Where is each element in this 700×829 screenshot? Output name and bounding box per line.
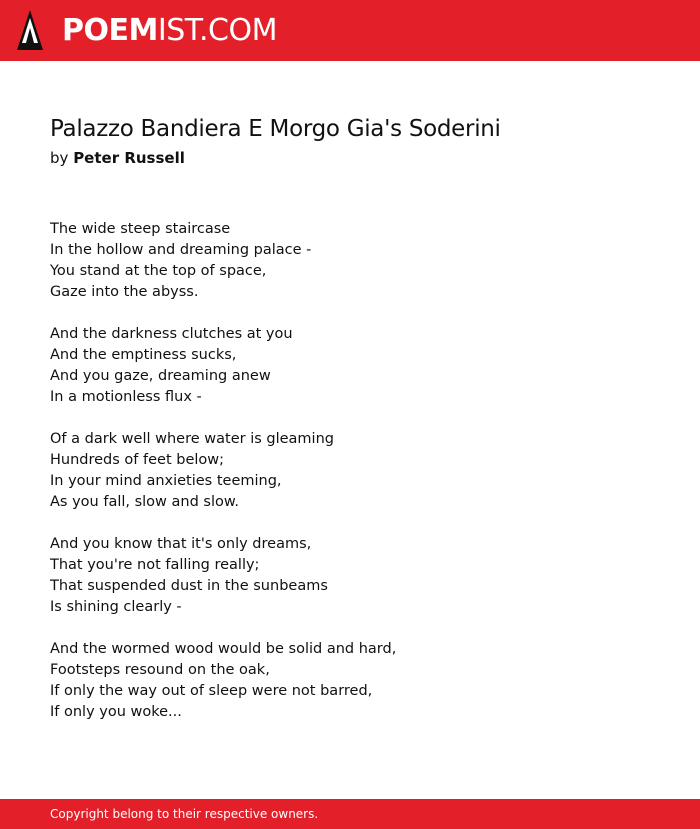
poem-line: Is shining clearly - bbox=[50, 599, 182, 615]
site-footer bbox=[0, 799, 700, 829]
poem-line: In a motionless flux - bbox=[50, 389, 202, 405]
poem-line: As you fall, slow and slow. bbox=[50, 494, 240, 510]
poem-line: Gaze into the abyss. bbox=[50, 284, 199, 300]
logo-text-light: IST.COM bbox=[157, 13, 277, 48]
poem-line: Of a dark well where water is gleaming bbox=[50, 431, 334, 447]
stanza bbox=[50, 429, 650, 513]
poem-line: In the hollow and dreaming palace - bbox=[50, 242, 312, 258]
poem-line: The wide steep staircase bbox=[50, 221, 231, 237]
stanza bbox=[50, 324, 650, 408]
byline bbox=[50, 149, 185, 167]
poem-line: Footsteps resound on the oak, bbox=[50, 662, 270, 678]
poem-line: If only you woke... bbox=[50, 704, 182, 720]
poem-line: In your mind anxieties teeming, bbox=[50, 473, 282, 489]
site-header bbox=[0, 0, 700, 61]
poem-line: That you're not falling really; bbox=[50, 557, 260, 573]
poem-line: And you know that it's only dreams, bbox=[50, 536, 312, 552]
poem-line: That suspended dust in the sunbeams bbox=[50, 578, 328, 594]
stanza bbox=[50, 219, 650, 303]
poem-line: And the emptiness sucks, bbox=[50, 347, 237, 363]
poem-line: Hundreds of feet below; bbox=[50, 452, 225, 468]
stanza bbox=[50, 534, 650, 618]
pencil-tip-icon[interactable] bbox=[16, 9, 44, 52]
poem-title: Palazzo Bandiera E Morgo Gia's Soderini bbox=[50, 116, 501, 142]
logo-text-bold: POEM bbox=[62, 13, 158, 48]
site-logo[interactable] bbox=[62, 11, 277, 51]
by-label: by bbox=[50, 149, 69, 167]
poem-line: And you gaze, dreaming anew bbox=[50, 368, 271, 384]
poem-line: If only the way out of sleep were not barred, bbox=[50, 683, 373, 699]
stanza bbox=[50, 639, 650, 723]
copyright-text: Copyright belong to their respective owners. bbox=[50, 807, 319, 821]
poem-line: And the darkness clutches at you bbox=[50, 326, 293, 342]
poem-body bbox=[50, 219, 650, 744]
poem-line: You stand at the top of space, bbox=[50, 263, 267, 279]
poem-line: And the wormed wood would be solid and hard, bbox=[50, 641, 397, 657]
author-name: Peter Russell bbox=[73, 149, 185, 167]
